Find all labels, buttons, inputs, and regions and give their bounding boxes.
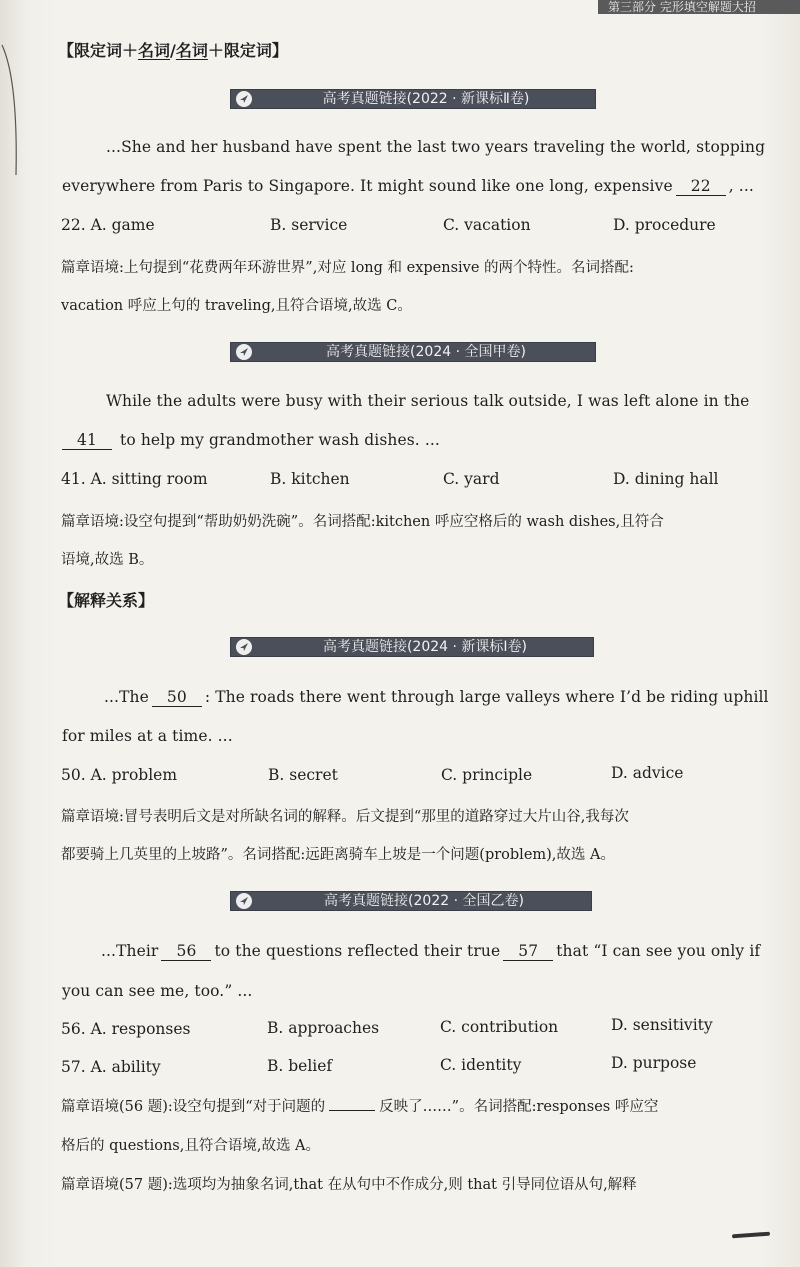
page-binding-curve — [0, 40, 20, 180]
analysis-line: 篇章语境:冒号表明后文是对所缺名词的解释。后文提到“那里的道路穿过大片山谷,我每次 — [61, 809, 629, 825]
option: D. purpose — [611, 1054, 697, 1072]
passage-line — [104, 688, 769, 707]
option: B. service — [270, 216, 348, 234]
passage-line: While the adults were busy with their serious talk outside, I was left alone in the — [106, 392, 750, 410]
heading-part: ＋限定词】 — [207, 41, 288, 60]
heading-part: 【限定词＋ — [58, 41, 139, 60]
option: C. contribution — [440, 1018, 559, 1036]
option: D. dining hall — [613, 470, 719, 488]
option: 22. A. game — [61, 216, 155, 234]
inline-blank — [329, 1110, 375, 1111]
passage-text: to the questions reflected their true — [214, 942, 501, 960]
option: B. kitchen — [270, 470, 350, 488]
passage-text: ...The — [104, 688, 149, 706]
heading-part: 名词 — [175, 41, 208, 60]
analysis-line: 都要骑上几英里的上坡路”。名词搭配:远距离骑车上坡是一个问题(problem),故选 A。 — [61, 847, 615, 863]
passage-text: to help my grandmother wash dishes. ... — [120, 431, 440, 449]
exam-link-banner — [230, 342, 596, 362]
option: C. identity — [440, 1056, 522, 1074]
running-header: 第三部分 完形填空解题大招 — [598, 0, 800, 14]
passage-text: that “I can see you only if — [556, 942, 761, 960]
exam-link-banner — [230, 637, 594, 657]
banner-text: 高考真题链接(2024 · 全国甲卷) — [326, 344, 526, 360]
analysis-line: vacation 呼应上句的 traveling,且符合语境,故选 C。 — [61, 298, 412, 314]
analysis-line: 篇章语境:上句提到“花费两年环游世界”,对应 long 和 expensive 的两个特性。名词搭配: — [61, 260, 634, 276]
heading-part: 名词 — [138, 41, 171, 60]
analysis-line: 语境,故选 B。 — [61, 552, 154, 568]
option: C. principle — [441, 766, 533, 784]
analysis-text: 篇章语境(56 题):设空句提到“对于问题的 — [61, 1099, 326, 1115]
banner-text: 高考真题链接(2022 · 新课标Ⅱ卷) — [322, 91, 530, 107]
option: C. vacation — [443, 216, 531, 234]
option: 41. A. sitting room — [61, 470, 208, 488]
answer-blank: 41 — [62, 432, 112, 450]
passage-line: you can see me, too.” ... — [62, 982, 253, 1000]
answer-blank: 56 — [161, 943, 211, 961]
passage-text: everywhere from Paris to Singapore. It might sound like one long, expensive — [62, 177, 673, 195]
banner-text: 高考真题链接(2024 · 新课标Ⅰ卷) — [322, 639, 528, 655]
passage-line — [62, 177, 754, 196]
exam-link-banner — [230, 891, 592, 911]
analysis-text: 反映了……”。名词搭配:responses 呼应空 — [379, 1099, 659, 1115]
option: B. secret — [268, 766, 338, 784]
passage-line — [101, 942, 760, 961]
answer-blank: 57 — [503, 943, 553, 961]
heading-part: / — [170, 41, 176, 60]
banner-text: 高考真题链接(2022 · 全国乙卷) — [324, 893, 524, 909]
passage-text: ...Their — [101, 942, 159, 960]
section-heading-explanation: 【解释关系】 — [58, 591, 155, 610]
option: 57. A. ability — [61, 1058, 161, 1076]
analysis-line — [61, 1095, 658, 1116]
passage-line — [62, 431, 440, 450]
passage-text: : The roads there went through large valleys where I’d be riding uphill — [204, 688, 769, 706]
option: D. sensitivity — [611, 1016, 713, 1034]
option: 56. A. responses — [61, 1020, 191, 1038]
analysis-line: 篇章语境:设空句提到“帮助奶奶洗碗”。名词搭配:kitchen 呼应空格后的 wash dishes,且符合 — [61, 514, 664, 530]
analysis-line: 格后的 questions,且符合语境,故选 A。 — [61, 1138, 321, 1154]
option: D. procedure — [613, 216, 716, 234]
exam-link-banner — [230, 89, 596, 109]
option: B. approaches — [267, 1019, 380, 1037]
answer-blank: 50 — [152, 689, 202, 707]
analysis-line: 篇章语境(57 题):选项均为抽象名词,that 在从句中不作成分,则 that 引导同位语从句,解释 — [61, 1177, 637, 1193]
passage-line: ...She and her husband have spent the last two years traveling the world, stopping — [106, 138, 766, 156]
option: D. advice — [611, 764, 684, 782]
option: 50. A. problem — [61, 766, 178, 784]
passage-text: , ... — [728, 177, 754, 195]
section-heading-determiner-noun — [58, 38, 288, 61]
passage-line: for miles at a time. ... — [62, 727, 233, 745]
option: C. yard — [443, 470, 500, 488]
option: B. belief — [267, 1057, 333, 1075]
answer-blank: 22 — [676, 178, 726, 196]
